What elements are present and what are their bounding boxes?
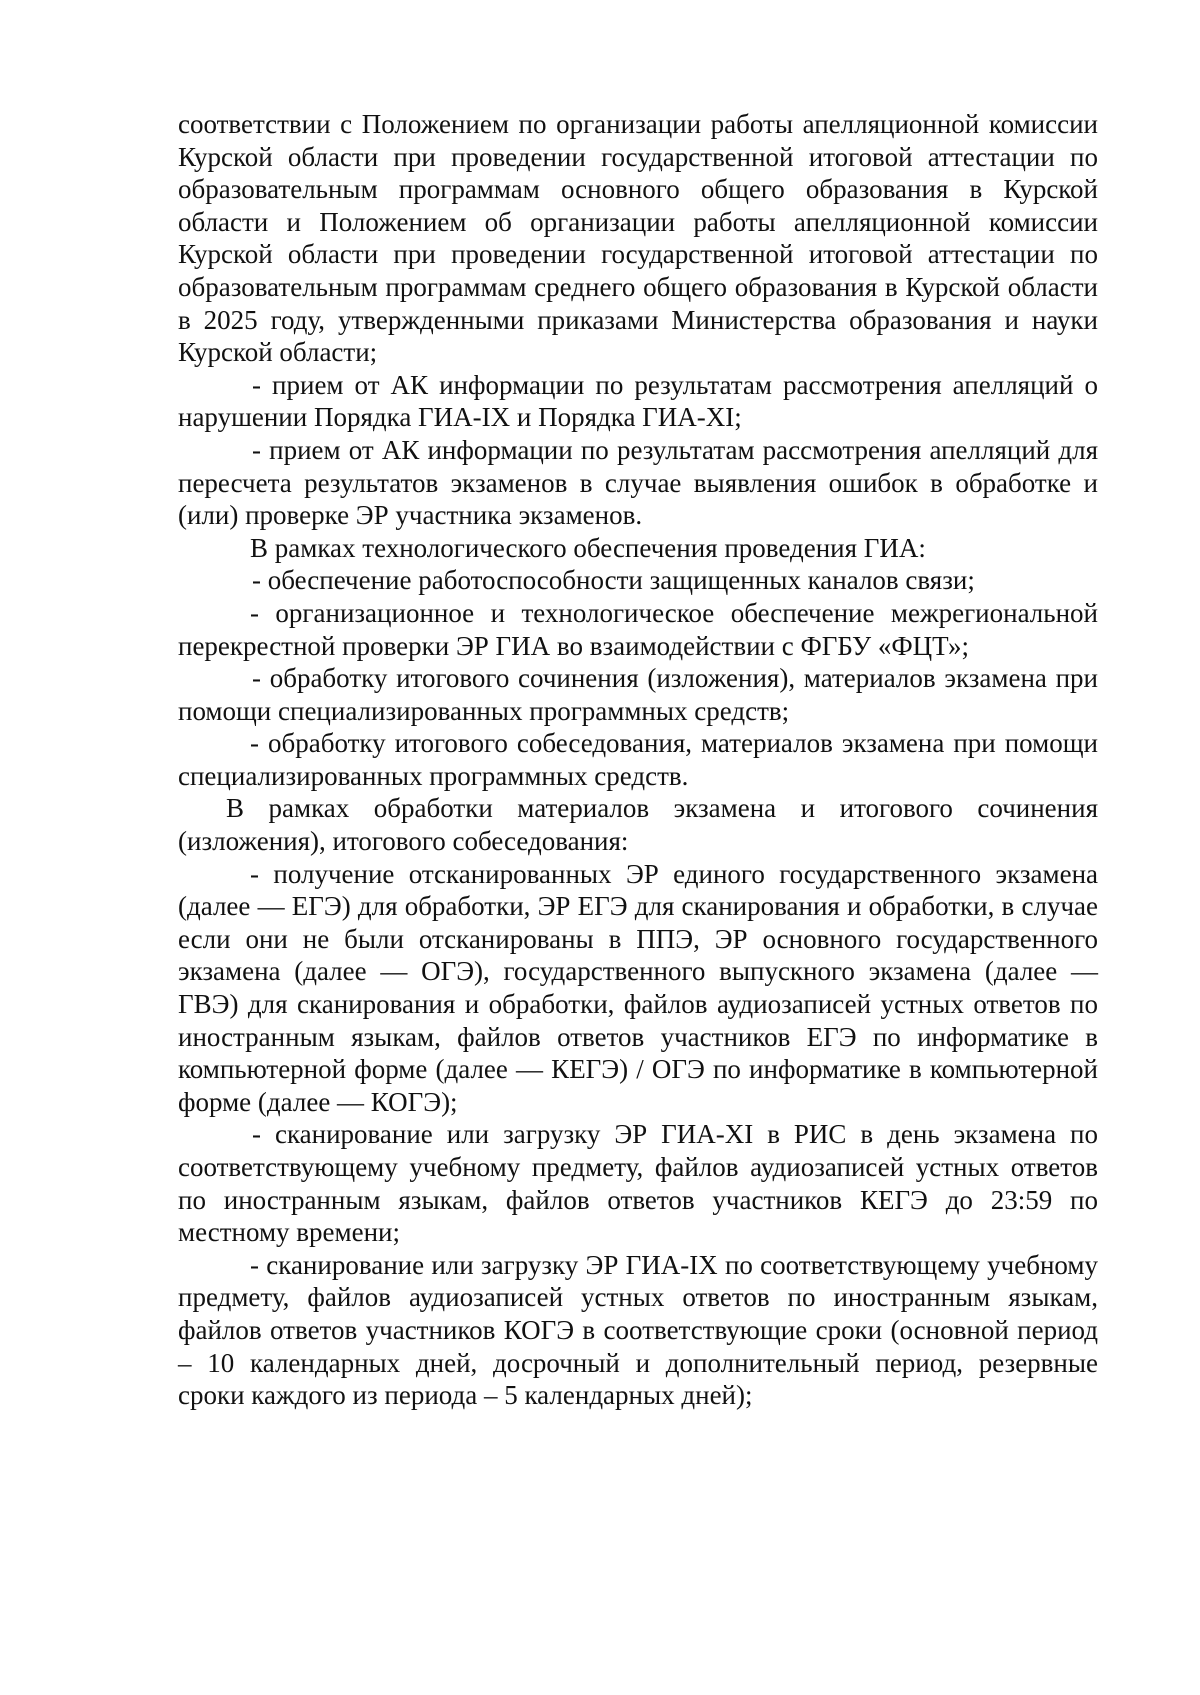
list-item-interview-processing: - обработку итогового собеседования, материалов экзамена при помощи специализированных программных средств. — [178, 728, 1098, 791]
document-body — [178, 108, 1098, 1412]
paragraph-appeal-commission-regulations: соответствии с Положением по организации работы апелляционной комиссии Курской области при проведении государственной итоговой аттестации по образовательным программам основного общего образования в Курской области и Положением об организации работы апелляционной комиссии Курской области при проведении государственной итоговой аттестации по образовательным программам среднего общего образования в Курской области в 2025 году, утвержденными приказами Министерства образования и науки Курской области; — [178, 109, 1098, 368]
list-item-scan-gia-xi: - сканирование или загрузку ЭР ГИА-XI в РИС в день экзамена по соответствующему учебному предмету, файлов аудиозаписей устных ответов по иностранным языкам, файлов ответов участников КЕГЭ до 23:59 по местному времени; — [178, 1119, 1098, 1248]
section-heading-materials-processing: В рамках обработки материалов экзамена и итогового сочинения (изложения), итогового собеседования: — [178, 793, 1098, 857]
list-item-receive-scanned-forms: - получение отсканированных ЭР единого государственного экзамена (далее — ЕГЭ) для обработки, ЭР ЕГЭ для сканирования и обработки, в случае если они не были отсканированы в ППЭ, ЭР основного государственного экзамена (далее — ОГЭ), государственного выпускного экзамена (далее — ГВЭ) для сканирования и обработки, файлов аудиозаписей устных ответов по иностранным языкам, файлов ответов участников ЕГЭ по информатике в компьютерной форме (далее — КЕГЭ) / ОГЭ по информатике в компьютерной форме (далее — КОГЭ); — [178, 858, 1098, 1117]
list-item-secure-channels: - обеспечение работоспособности защищенных каналов связи; — [252, 565, 975, 596]
list-item-cross-check: - организационное и технологическое обеспечение межрегиональной перекрестной проверки ЭР ГИА во взаимодействии с ФГБУ «ФЦТ»; — [178, 597, 1098, 661]
list-item-scan-gia-ix: - сканирование или загрузку ЭР ГИА-IX по соответствующему учебному предмету, файлов аудиозаписей устных ответов по иностранным языкам, файлов ответов участников КОГЭ в соответствующие сроки (основной период – 10 календарных дней, досрочный и дополнительный период, резервные сроки каждого из периода – 5 календарных дней); — [178, 1249, 1098, 1411]
list-item-appeal-info-recalculation: - прием от АК информации по результатам рассмотрения апелляций для пересчета результатов экзаменов в случае выявления ошибок в обработке и (или) проверке ЭР участника экзаменов. — [178, 434, 1098, 531]
list-item-appeal-info-procedure-violation: - прием от АК информации по результатам рассмотрения апелляций о нарушении Порядка ГИА-IX и Порядка ГИА-XI; — [178, 369, 1098, 433]
section-heading-technological-support: В рамках технологического обеспечения проведения ГИА: — [250, 532, 926, 563]
list-item-essay-processing: - обработку итогового сочинения (изложения), материалов экзамена при помощи специализированных программных средств; — [178, 663, 1098, 726]
